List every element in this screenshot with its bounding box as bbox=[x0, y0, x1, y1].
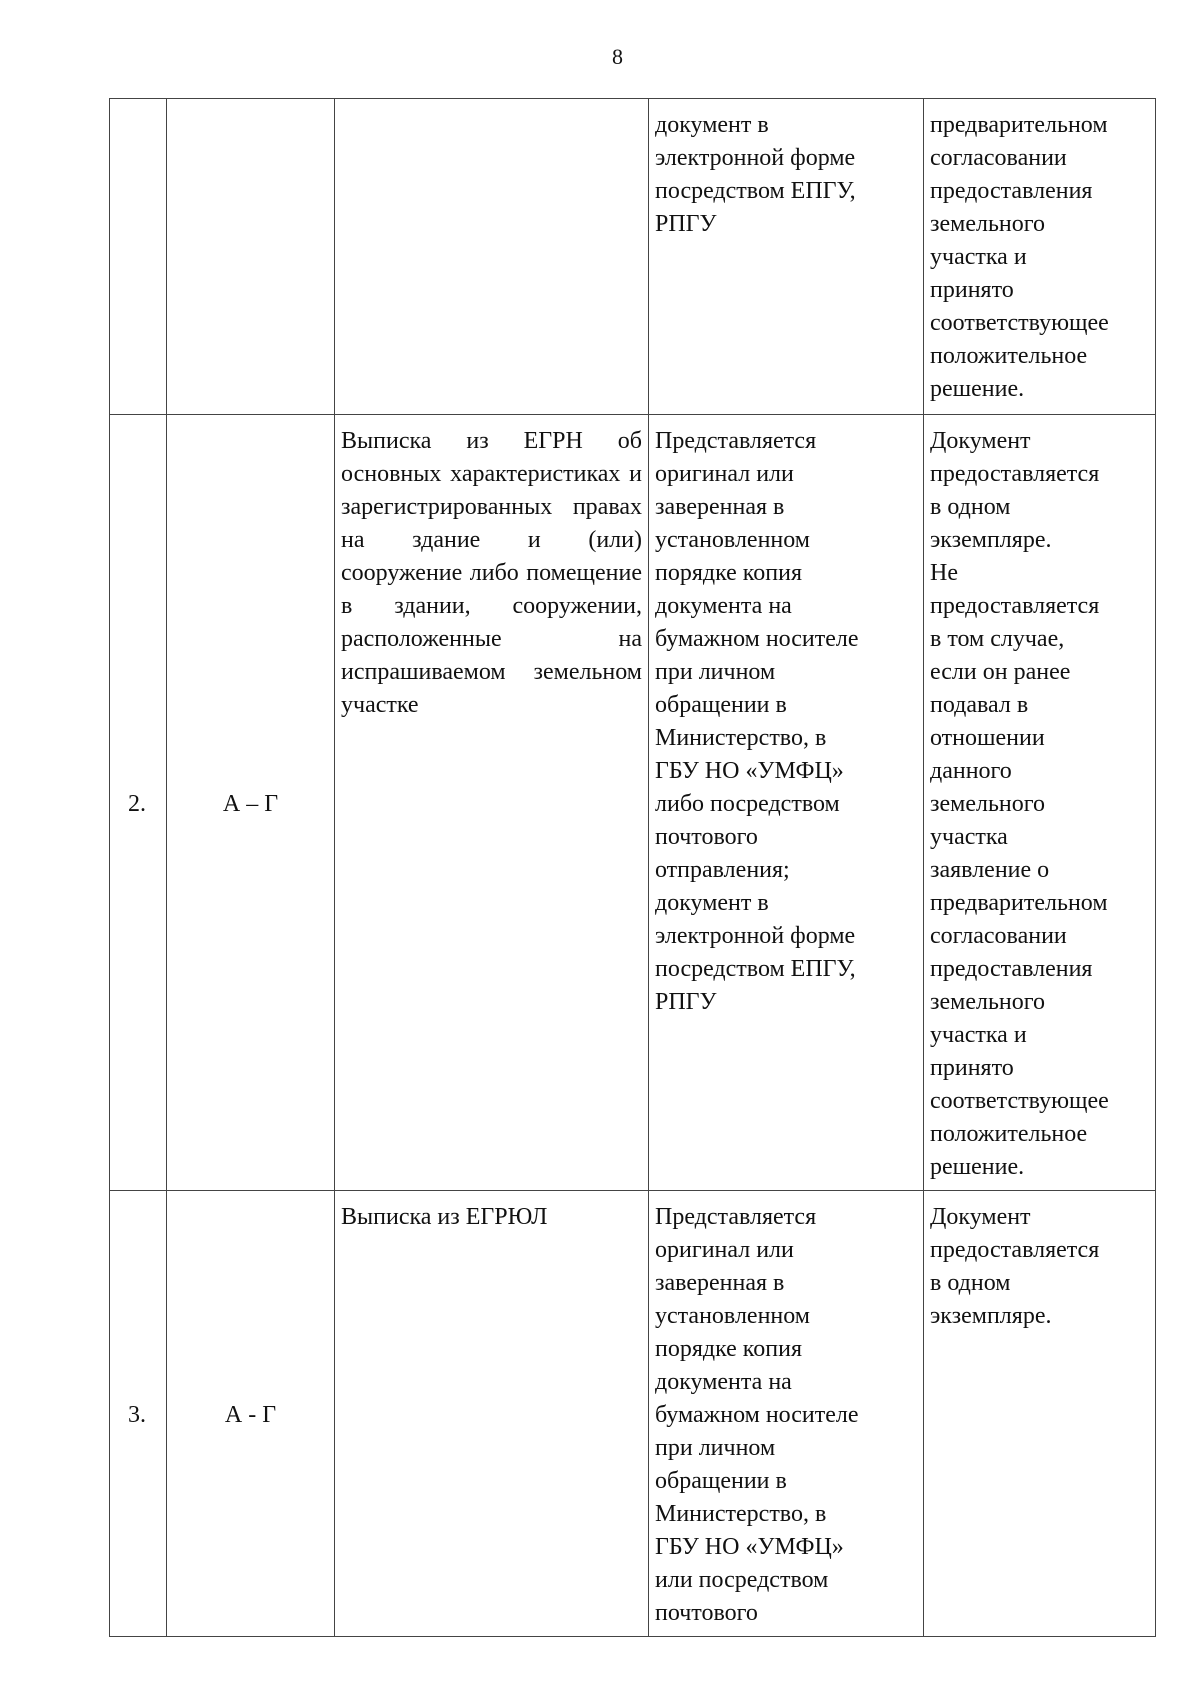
documents-table bbox=[109, 98, 1156, 1637]
document-name-cell bbox=[335, 99, 649, 415]
row-number-cell: 2. bbox=[110, 415, 167, 1191]
page-number: 8 bbox=[612, 44, 623, 69]
note-cell: предварительном согласовании предоставления земельного участка и принято соответствующее положительное решение. bbox=[924, 99, 1156, 415]
note-cell: Документ предоставляется в одном экземпляре. Не предоставляется в том случае, если он ранее подавал в отношении данного земельного участка заявление о предварительном согласовании предоставления земельного участка и принято соответствующее положительное решение. bbox=[924, 415, 1156, 1191]
row-number-cell: 3. bbox=[110, 1191, 167, 1637]
document-name-cell: Выписка из ЕГРЮЛ bbox=[335, 1191, 649, 1637]
applicant-code-cell bbox=[167, 99, 335, 415]
submission-method-cell: Представляется оригинал или заверенная в установленном порядке копия документа на бумажном носителе при личном обращении в Министерство, в ГБУ НО «УМФЦ» либо посредством почтового отправления; документ в электронной форме посредством ЕПГУ, РПГУ bbox=[649, 415, 924, 1191]
table-row bbox=[110, 1191, 1156, 1637]
document-name-cell: Выписка из ЕГРН об основных характеристиках и зарегистрированных правах на здание и (или) сооружение либо помещение в здании, сооружении, расположенные на испрашиваемом земельном участке bbox=[335, 415, 649, 1191]
applicant-code-cell: А - Г bbox=[167, 1191, 335, 1637]
table-row bbox=[110, 415, 1156, 1191]
submission-method-cell: документ в электронной форме посредством ЕПГУ, РПГУ bbox=[649, 99, 924, 415]
note-cell: Документ предоставляется в одном экземпляре. bbox=[924, 1191, 1156, 1637]
table-row bbox=[110, 99, 1156, 415]
applicant-code-cell: А – Г bbox=[167, 415, 335, 1191]
submission-method-cell: Представляется оригинал или заверенная в установленном порядке копия документа на бумажном носителе при личном обращении в Министерство, в ГБУ НО «УМФЦ» или посредством почтового bbox=[649, 1191, 924, 1637]
row-number-cell bbox=[110, 99, 167, 415]
